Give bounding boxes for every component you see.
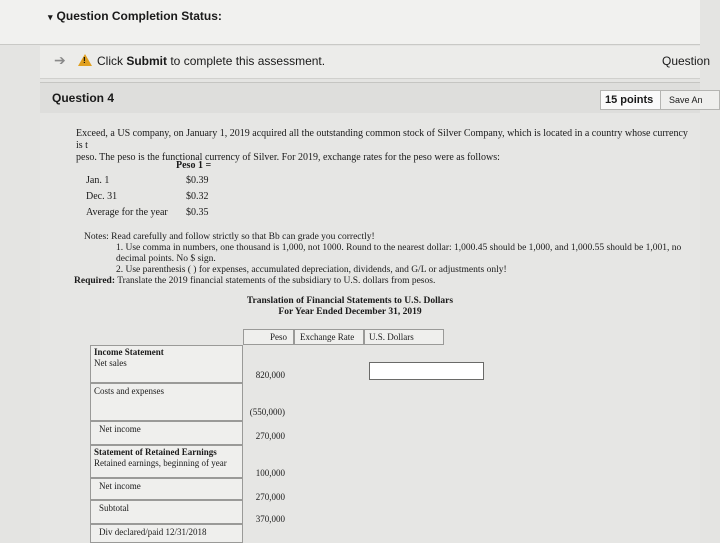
notice-message: Click Submit to complete this assessment. [97, 54, 326, 68]
rates-header: Peso 1 = [176, 160, 212, 171]
points-badge: 15 points [600, 90, 661, 110]
table-row: Statement of Retained Earnings Retained earnings, beginning of year [90, 445, 243, 478]
prompt-text: Exceed, a US company, on January 1, 2019 acquired all the outstanding common stock of Silver Company, which is located in a country whose currency is t peso. The peso is the functional currency of Silver. For 2019, exchange rates for the peso were as follows: [76, 128, 688, 163]
rate-value: $0.35 [186, 207, 209, 218]
rate-label: Jan. 1 [86, 175, 110, 186]
usd-net-sales-input[interactable] [369, 362, 484, 380]
question-title: Question 4 [52, 91, 115, 105]
notes: Notes: Read carefully and follow strictly so that Bb can grade you correctly! 1. Use comma in numbers, one thousand is 1,000, not 1000. Round to the nearest dollar: 1,000.45 should be 1,000, and 1,000.55 should be 1,001, no decimal points. No $ sign. 2. Use parenthesis ( ) for expenses, accumulated depreciation, dividends, and G/L or adjustments only! Required: Translate the 2019 financial statements of the subsidiary to U.S. dollars from pesos. [74, 232, 682, 286]
table-row: Subtotal [90, 500, 243, 524]
completion-status-toggle[interactable] [48, 9, 222, 23]
save-answer-button[interactable]: Save An [660, 90, 720, 110]
rate-label: Dec. 31 [86, 191, 118, 202]
rate-value: $0.32 [186, 191, 209, 202]
table-subtitle: For Year Ended December 31, 2019 [278, 307, 422, 317]
col-header-peso: Peso [243, 329, 294, 345]
status-title: Question Completion Status: [56, 9, 222, 23]
table-row: Income Statement Net sales [90, 345, 243, 383]
table-row: Costs and expenses [90, 383, 243, 421]
arrow-right-icon: ➔ [54, 52, 66, 68]
rate-label: Average for the year [86, 207, 168, 218]
chevron-down-icon: ▾ [48, 12, 53, 22]
peso-value: 270,000 [255, 492, 285, 502]
col-header-rate: Exchange Rate [294, 329, 364, 345]
table-row: Div declared/paid 12/31/2018 [90, 524, 243, 543]
table-row: Net income [90, 421, 243, 445]
peso-value: (550,000) [249, 407, 285, 417]
peso-value: 820,000 [255, 370, 285, 380]
warning-icon: ! [78, 54, 92, 66]
peso-value: 370,000 [255, 514, 285, 524]
rate-value: $0.39 [186, 175, 209, 186]
status-bar [0, 0, 700, 45]
peso-value: 270,000 [255, 431, 285, 441]
col-header-usd: U.S. Dollars [364, 329, 444, 345]
table-row: Net income [90, 478, 243, 500]
table-title: Translation of Financial Statements to U.S. Dollars [246, 296, 454, 306]
peso-value: 100,000 [255, 468, 285, 478]
question-nav-label[interactable]: Question [662, 54, 711, 68]
submit-notice [40, 46, 711, 79]
